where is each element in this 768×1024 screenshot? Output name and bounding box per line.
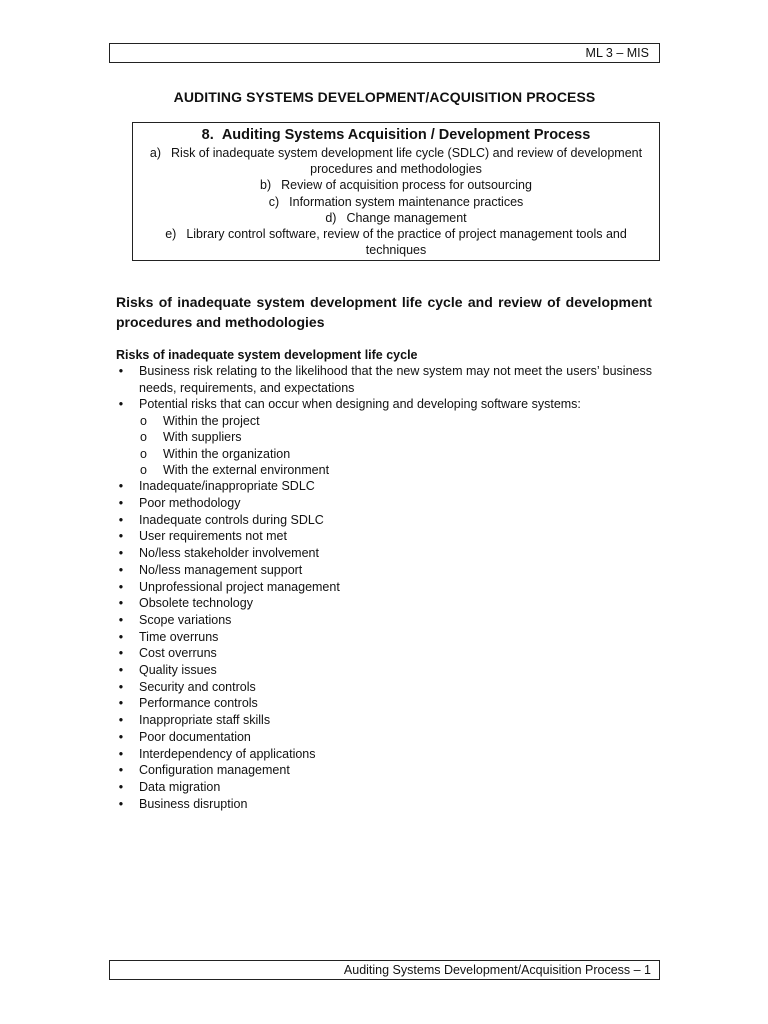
list-item: [116, 612, 652, 629]
bullet-icon: •: [118, 796, 124, 811]
circle-bullet-icon: o: [140, 430, 147, 445]
list-item: [116, 595, 652, 612]
list-item-text: Poor methodology: [139, 496, 241, 510]
list-item-text: Potential risks that can occur when designing and developing software systems:: [139, 397, 581, 412]
list-item: [116, 712, 652, 729]
list-item-text: No/less management support: [139, 562, 303, 577]
sub-list-item-text: Within the project: [163, 414, 260, 429]
bullet-icon: •: [118, 779, 124, 794]
circle-bullet-icon: o: [140, 414, 147, 429]
bullet-icon: •: [118, 479, 124, 494]
list-item-text: Unprofessional project management: [139, 579, 340, 594]
list-item: [116, 495, 652, 512]
list-item-text: User requirements not met: [139, 529, 287, 544]
list-item: [116, 729, 652, 746]
list-item-text: Configuration management: [139, 763, 290, 778]
list-item: [116, 645, 652, 662]
bullet-icon: •: [118, 729, 124, 744]
topic-box: [132, 122, 660, 261]
circle-bullet-icon: o: [140, 463, 147, 477]
topic-text: Review of acquisition process for outsourcing: [281, 178, 532, 193]
list-item: [116, 695, 652, 712]
topic-marker: d): [325, 210, 337, 225]
list-item-text: Security and controls: [139, 679, 256, 694]
bullet-icon: •: [118, 696, 124, 711]
sub-list-item: [116, 462, 652, 478]
list-item: [116, 579, 652, 596]
bullet-icon: •: [118, 397, 124, 412]
bullet-icon: •: [118, 579, 124, 594]
topic-marker: b): [260, 178, 272, 193]
risk-list: [116, 363, 652, 812]
list-item: [116, 629, 652, 646]
document-title: AUDITING SYSTEMS DEVELOPMENT/ACQUISITION PROCESS: [173, 89, 596, 105]
list-item-text: Inadequate controls during SDLC: [139, 512, 324, 527]
bullet-icon: •: [118, 612, 124, 627]
topic-marker: c): [268, 194, 280, 209]
section-heading: Risks of inadequate system development life cycle and review of development procedures and methodologies: [116, 294, 652, 330]
bullet-icon: •: [118, 679, 124, 694]
bullet-icon: •: [118, 746, 124, 761]
list-item: [116, 363, 652, 396]
list-item-text: Time overruns: [139, 629, 219, 644]
bullet-icon: •: [118, 646, 124, 661]
list-item: [116, 545, 652, 562]
list-item-text: Performance controls: [139, 696, 258, 711]
topic-item-d: [141, 210, 651, 226]
bullet-icon: •: [118, 364, 124, 378]
list-item-text: Business disruption: [139, 796, 248, 811]
list-item: [116, 762, 652, 779]
list-item-text: Inappropriate staff skills: [139, 713, 271, 728]
sub-list-item-text: With suppliers: [163, 430, 242, 445]
list-item: [116, 662, 652, 679]
list-item-text: Quality issues: [139, 663, 217, 678]
list-item: [116, 396, 652, 413]
list-item: [116, 746, 652, 763]
sub-list-item: [116, 413, 652, 429]
bullet-icon: •: [118, 596, 124, 611]
sub-list-item-text: With the external environment: [163, 463, 330, 477]
bullet-icon: •: [118, 629, 124, 644]
list-item-text: Scope variations: [139, 612, 232, 627]
topic-marker: a): [149, 146, 162, 160]
topic-text: Risk of inadequate system development life cycle (SDLC) and review of development procedures and methodologies: [171, 146, 643, 177]
list-item: [116, 779, 652, 796]
list-item-text: Inadequate/inappropriate SDLC: [139, 479, 315, 494]
bullet-icon: •: [118, 496, 124, 510]
list-item-text: Obsolete technology: [139, 596, 253, 611]
list-item-text: No/less stakeholder involvement: [139, 546, 319, 561]
page-footer: [109, 960, 660, 980]
list-item: [116, 796, 652, 813]
topic-text: Information system maintenance practices: [289, 194, 524, 209]
sub-list-item: [116, 429, 652, 445]
header-label: ML 3 – MIS: [585, 46, 649, 60]
topic-marker: e): [165, 227, 177, 242]
bullet-icon: •: [118, 529, 124, 544]
topic-text: Library control software, review of the practice of project management tools and techniques: [186, 227, 627, 258]
bullet-icon: •: [118, 663, 124, 678]
list-item: [116, 679, 652, 696]
list-item: [116, 512, 652, 529]
topic-item-a: [141, 145, 651, 177]
topic-text: Change management: [346, 210, 467, 225]
list-item-text: Business risk relating to the likelihood that the new system may not meet the users’ business needs, requirements, and expectations: [139, 364, 652, 395]
bullet-icon: •: [118, 562, 124, 577]
bullet-icon: •: [118, 546, 124, 561]
topic-item-b: [141, 177, 651, 193]
topic-heading: 8. Auditing Systems Acquisition / Development Process: [201, 127, 591, 143]
list-item: [116, 478, 652, 495]
footer-label: Auditing Systems Development/Acquisition Process – 1: [343, 963, 651, 977]
sub-list-item-text: Within the organization: [163, 446, 291, 461]
list-item-text: Poor documentation: [139, 729, 251, 744]
bullet-icon: •: [118, 713, 124, 728]
page-header: [109, 43, 660, 63]
circle-bullet-icon: o: [140, 446, 147, 461]
bullet-icon: •: [118, 512, 124, 527]
list-item-text: Data migration: [139, 779, 221, 794]
section-subheading: Risks of inadequate system development life cycle: [116, 348, 418, 362]
list-item: [116, 528, 652, 545]
list-item-text: Interdependency of applications: [139, 746, 316, 761]
list-item-text: Cost overruns: [139, 646, 217, 661]
list-item: [116, 562, 652, 579]
sub-list-item: [116, 446, 652, 462]
bullet-icon: •: [118, 763, 124, 778]
topic-item-e: [141, 226, 651, 258]
topic-item-c: [141, 194, 651, 210]
